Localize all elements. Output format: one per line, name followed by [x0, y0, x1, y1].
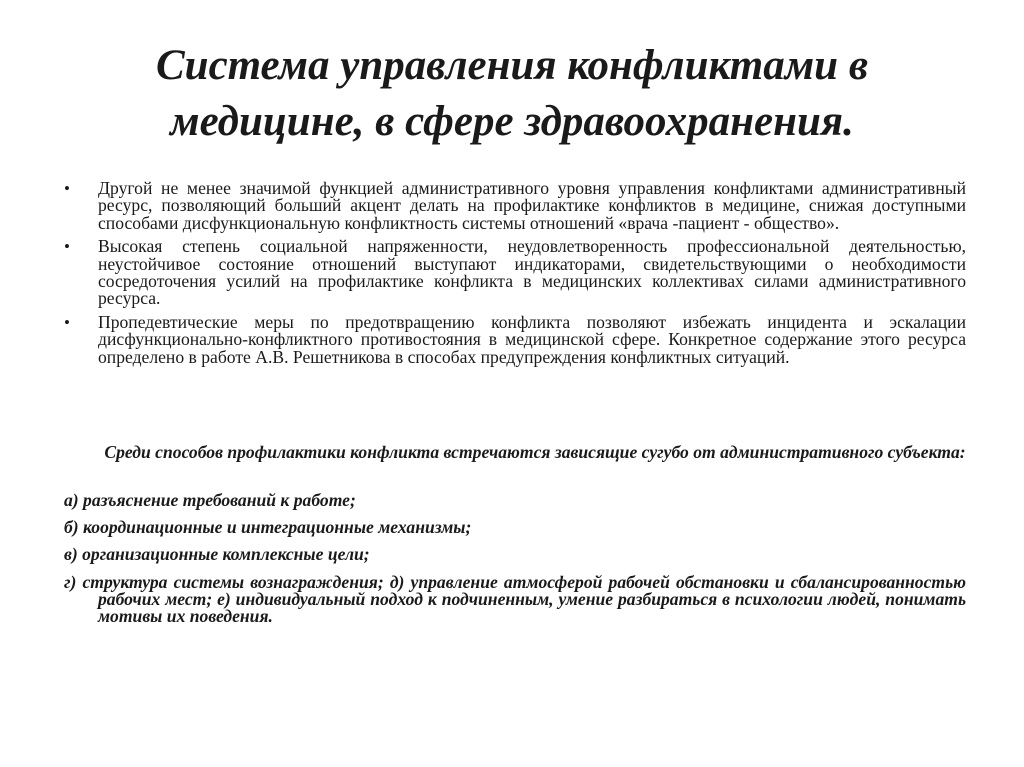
bullet-marker: • — [64, 179, 70, 198]
bullet-text-1: Другой не менее значимой функцией административного уровня управления конфликтами административный ресурс, позволяющий больший акцент делать на профилактике конфликтов в медицине, снижая доступными способами дисфункциональную конфликтность системы отношений «врача -пациент - общество». — [98, 178, 966, 233]
list-item-c: в) организационные комплексные цели; — [64, 544, 370, 565]
slide-title: Система управления конфликтами в медицине, в сфере здравоохранения. — [155, 42, 869, 145]
bullet-list — [64, 180, 966, 372]
bullet-marker: • — [64, 312, 70, 332]
bullet-marker: • — [64, 237, 70, 257]
list-item-a: а) разъяснение требований к работе; — [64, 490, 356, 510]
bullet-text-2: Высокая степень социальной напряженности, неудовлетворенность профессиональной деятельностью, неустойчивое состояние отношений выступают индикаторами, свидетельствующими о необходимости сосредоточения усилий на профилактике конфликта в медицинских коллективах силами административного ресурса. — [98, 236, 966, 309]
bullet-item-3 — [64, 311, 966, 367]
list-item-g: г) структура системы вознаграждения; д) управление атмосферой рабочей обстановки и сбалансированностью рабочих мест; е) индивидуальный подход к подчиненным, умение разбираться в психологии людей, понимать мотивы их поведения. — [64, 571, 966, 627]
bullet-text-3: Пропедевтические меры по предотвращению конфликта позволяют избежать инцидента и эскалации дисфункционально-конфликтного противостояния в медицинской сфере. Конкретное содержание этого ресурса определено в работе А.В. Решетникова в способах предупреждения конфликтных ситуаций. — [98, 311, 966, 367]
prevention-methods-list — [64, 492, 966, 635]
bullet-item-1 — [64, 180, 966, 232]
bullet-item-2 — [64, 238, 966, 308]
emphasis-heading: Среди способов профилактики конфликта встречаются зависящие сугубо от административного субъекта: — [104, 442, 966, 462]
list-item-b: б) координационные и интеграционные механизмы; — [64, 517, 472, 538]
